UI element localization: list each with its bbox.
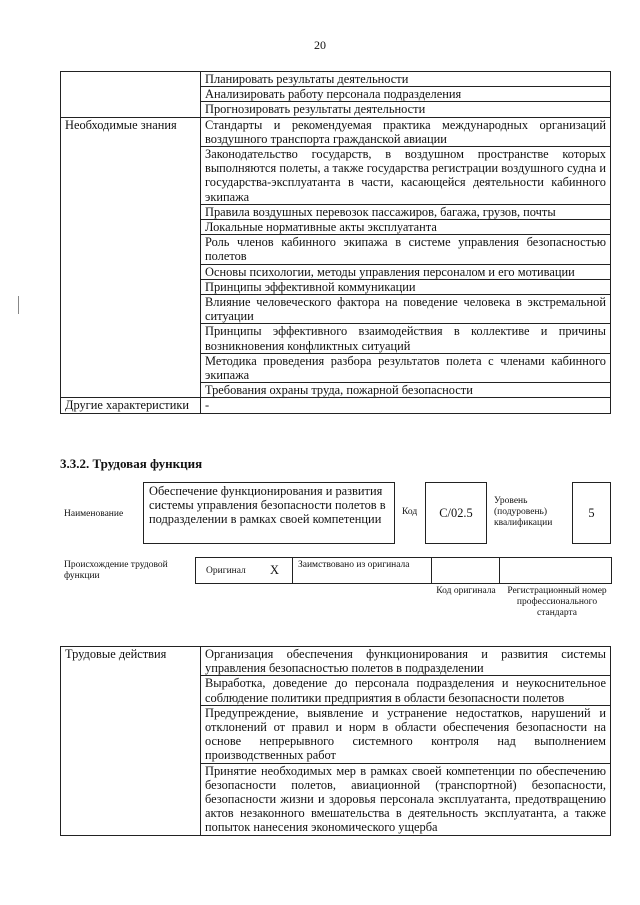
qualification-level: 5 (572, 482, 611, 544)
skill-cell: Анализировать работу персонала подразделения (201, 87, 611, 102)
knowledge-cell: Основы психологии, методы управления персоналом и его мотивации (201, 264, 611, 279)
empty-label-cell (61, 72, 201, 118)
knowledge-cell: Роль членов кабинного экипажа в системе управления безопасностью полетов (201, 235, 611, 264)
skills-knowledge-table (60, 71, 611, 414)
page-number: 20 (314, 38, 326, 52)
knowledge-cell: Влияние человеческого фактора на поведение человека в экстремальной ситуации (201, 295, 611, 324)
origin-table (195, 557, 612, 584)
action-cell: Организация обеспечения функционирования и развития системы управления безопасностью полетов в подразделении (201, 647, 611, 676)
table-row (61, 72, 611, 87)
table-row (61, 398, 611, 413)
other-characteristics-value: - (201, 398, 611, 413)
code-original-label: Код оригинала (436, 586, 496, 596)
other-characteristics-label: Другие характеристики (61, 398, 201, 413)
table-row (61, 647, 611, 676)
section-heading: 3.3.2. Трудовая функция (60, 456, 203, 471)
knowledge-cell: Законодательство государств, в воздушном пространстве которых выполняются полеты, а также государства регистрации воздушного судна и государства-эксплуатанта в части, касающейся деятельности кабинного экипажа (201, 147, 611, 205)
action-cell: Принятие необходимых мер в рамках своей компетенции по обеспечению безопасности полетов, авиационной (транспортной) безопасности, безопасности жизни и здоровья персонала эксплуатанта, предотвращению актов незаконного вмешательства в деятельность эксплуатанта, а также попыток нанесения экономического ущерба (201, 763, 611, 835)
divider (292, 558, 293, 583)
skill-cell: Планировать результаты деятельности (201, 72, 611, 87)
work-actions-table (60, 646, 611, 836)
level-label: Уровень (подуровень) квалификации (494, 496, 553, 528)
code-label: Код (402, 507, 418, 517)
registration-number-label: Регистрационный номер профессионального стандарта (507, 586, 607, 618)
table-row (61, 117, 611, 146)
borrowed-label: Заимствовано из оригинала (298, 560, 410, 570)
origin-label: Происхождение трудовой функции (64, 560, 168, 581)
skill-cell: Прогнозировать результаты деятельности (201, 102, 611, 117)
name-label: Наименование (64, 509, 124, 519)
knowledge-cell: Принципы эффективного взаимодействия в коллективе и причины возникновения конфликтных ситуаций (201, 324, 611, 353)
margin-mark (18, 296, 19, 314)
knowledge-cell: Локальные нормативные акты эксплуатанта (201, 220, 611, 235)
knowledge-cell: Методика проведения разбора результатов полета с членами кабинного экипажа (201, 353, 611, 382)
function-code: C/02.5 (425, 482, 487, 544)
action-cell: Предупреждение, выявление и устранение недостатков, нарушений и отклонений от правил и норм в области обеспечения безопасности на основе непрерывного системного контроля над выполнением производственных работ (201, 705, 611, 763)
knowledge-cell: Правила воздушных перевозок пассажиров, багажа, грузов, почты (201, 204, 611, 219)
knowledge-label: Необходимые знания (61, 117, 201, 398)
original-label: Оригинал (206, 566, 246, 576)
knowledge-cell: Принципы эффективной коммуникации (201, 279, 611, 294)
original-mark: X (270, 563, 279, 577)
function-name: Обеспечение функционирования и развития системы управления безопасности полетов в подразделении в рамках своей компетенции (143, 482, 395, 544)
divider (499, 558, 500, 583)
divider (431, 558, 432, 583)
action-cell: Выработка, доведение до персонала подразделения и неукоснительное соблюдение политики предприятия в области безопасности полетов (201, 676, 611, 705)
actions-label: Трудовые действия (61, 647, 201, 836)
knowledge-cell: Стандарты и рекомендуемая практика международных организаций воздушного транспорта гражданской авиации (201, 117, 611, 146)
knowledge-cell: Требования охраны труда, пожарной безопасности (201, 383, 611, 398)
